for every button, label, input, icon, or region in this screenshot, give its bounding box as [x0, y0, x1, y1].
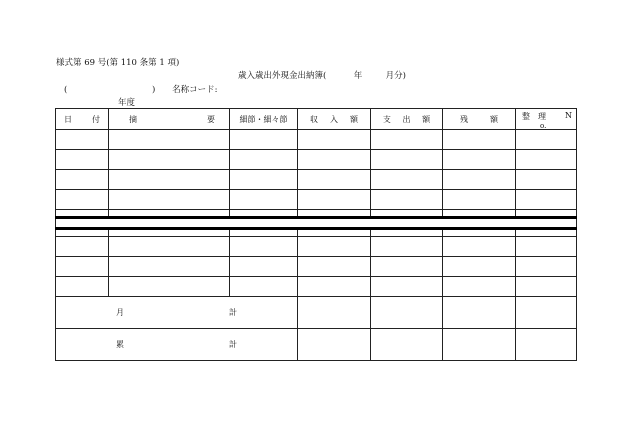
- monthly-total-label: 月 計: [56, 297, 298, 329]
- name-code-label: 名称コード:: [172, 85, 218, 95]
- form-number: 様式第 69 号(第 110 条第 1 項): [56, 58, 180, 68]
- title-main: 歳入歳出外現金出納簿(: [238, 71, 327, 81]
- table-row: [56, 210, 577, 218]
- page-break-separator: [56, 218, 577, 229]
- header-row: [56, 109, 577, 130]
- table-row: [56, 170, 577, 190]
- title-month: 月分): [385, 71, 406, 81]
- col-expense-header: 支 出 額: [371, 109, 443, 130]
- cumulative-total-label: 累 計: [56, 329, 298, 361]
- fiscal-year-label: 年度: [118, 98, 136, 108]
- col-balance-header: 残 額: [443, 109, 516, 130]
- ledger-title: [238, 72, 406, 81]
- table-row: [56, 257, 577, 277]
- name-code-row: [64, 86, 217, 95]
- col-item-header: 細節・細々節: [230, 109, 298, 130]
- close-paren: ): [152, 85, 156, 95]
- table-row: [56, 130, 577, 150]
- col-date-header: 日 付: [56, 109, 109, 130]
- monthly-total-row: [56, 297, 577, 329]
- open-paren: (: [64, 85, 68, 95]
- table-row: [56, 277, 577, 297]
- col-summary-header: 摘 要: [109, 109, 230, 130]
- title-year: 年: [353, 71, 363, 81]
- table-row: [56, 229, 577, 237]
- ledger-table: [55, 108, 577, 361]
- table-row: [56, 190, 577, 210]
- col-income-header: 収 入 額: [298, 109, 371, 130]
- cumulative-total-row: [56, 329, 577, 361]
- table-row: [56, 237, 577, 257]
- table-row: [56, 150, 577, 170]
- col-ref-header: 整 理 N o.: [516, 109, 577, 130]
